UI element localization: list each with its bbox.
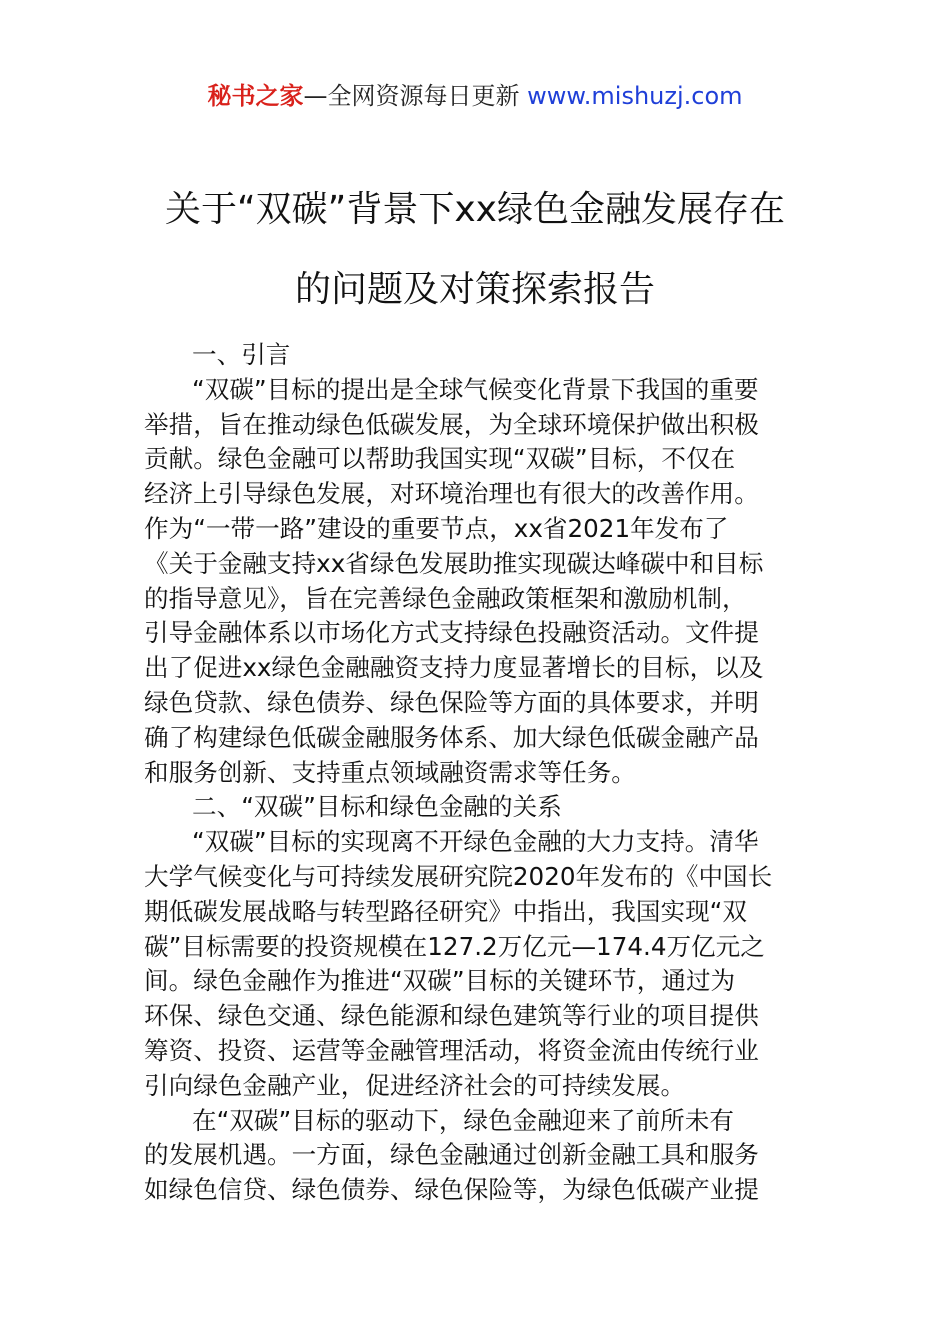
body-line: 的发展机遇。一方面，绿色金融通过创新金融工具和服务: [144, 1140, 759, 1170]
body-line: 二、“双碳”目标和绿色金融的关系: [192, 792, 562, 822]
body-line: 出了促进xx绿色金融融资支持力度显著增长的目标，以及: [144, 653, 764, 683]
body-line: 碳”目标需要的投资规模在127.2万亿元—174.4万亿元之: [144, 931, 765, 961]
body-line: 大学气候变化与可持续发展研究院2020年发布的《中国长: [144, 861, 773, 891]
site-url-link[interactable]: www.mishuzj.com: [527, 82, 743, 110]
body-line: 引向绿色金融产业，促进经济社会的可持续发展。: [144, 1070, 686, 1100]
body-line: 在“双碳”目标的驱动下，绿色金融迎来了前所未有: [192, 1105, 734, 1135]
body-line: “双碳”目标的实现离不开绿色金融的大力支持。清华: [192, 827, 759, 857]
document-title: [100, 170, 850, 330]
body-line: 的指导意见》，旨在完善绿色金融政策框架和激励机制，: [144, 583, 747, 613]
title-line: 关于“双碳”背景下xx绿色金融发展存在: [165, 189, 785, 230]
body-line: 《关于金融支持xx省绿色发展助推实现碳达峰碳中和目标: [144, 548, 764, 578]
body-line: 如绿色信贷、绿色债券、绿色保险等，为绿色低碳产业提: [144, 1175, 759, 1205]
title-line: 的问题及对策探索报告: [294, 269, 655, 310]
header-tagline: —全网资源每日更新: [303, 82, 528, 110]
body-line: 作为“一带一路”建设的重要节点，xx省2021年发布了: [144, 513, 729, 543]
document-body: [144, 338, 808, 1208]
body-line: 举措，旨在推动绿色低碳发展，为全球环境保护做出积极: [144, 409, 759, 439]
body-line: 一、引言: [192, 340, 291, 369]
body-line: 间。绿色金融作为推进“双碳”目标的关键环节，通过为: [144, 966, 736, 996]
body-line: 筹资、投资、运营等金融管理活动，将资金流由传统行业: [144, 1035, 759, 1065]
body-line: “双碳”目标的提出是全球气候变化背景下我国的重要: [192, 374, 759, 404]
body-line: 环保、绿色交通、绿色能源和绿色建筑等行业的项目提供: [144, 1001, 759, 1031]
site-header: [0, 80, 950, 112]
body-line: 引导金融体系以市场化方式支持绿色投融资活动。文件提: [144, 618, 759, 648]
body-line: 贡献。绿色金融可以帮助我国实现“双碳”目标，不仅在: [144, 444, 736, 474]
brand-name: 秘书之家: [207, 82, 304, 110]
body-line: 确了构建绿色低碳金融服务体系、加大绿色低碳金融产品: [144, 722, 759, 752]
body-line: 和服务创新、支持重点领域融资需求等任务。: [144, 757, 636, 787]
body-line: 期低碳发展战略与转型路径研究》中指出，我国实现“双: [144, 896, 747, 926]
body-line: 经济上引导绿色发展，对环境治理也有很大的改善作用。: [144, 479, 759, 509]
body-line: 绿色贷款、绿色债券、绿色保险等方面的具体要求，并明: [144, 687, 759, 717]
